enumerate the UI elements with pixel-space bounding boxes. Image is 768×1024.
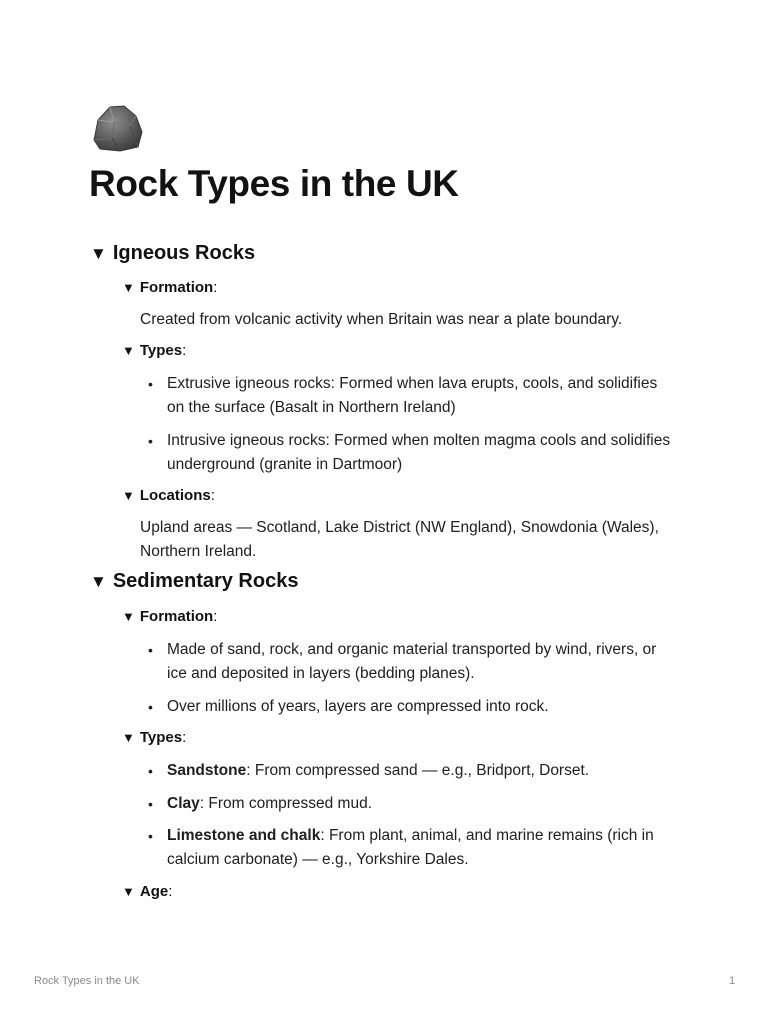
types-label: Types (139, 342, 183, 359)
colon: : (213, 279, 218, 296)
list-item (148, 824, 678, 872)
bullet-icon: • (148, 763, 153, 779)
formation-label: Formation (139, 279, 214, 296)
list-item (148, 695, 678, 719)
list-item-text: Made of sand, rock, and organic material transported by wind, rivers, or ice and deposited in layers (bedding planes). (167, 641, 657, 682)
colon: : (168, 883, 173, 900)
formation-label: Formation (139, 608, 214, 625)
rock-name: Clay (167, 795, 200, 812)
triangle-down-icon[interactable]: ▼ (122, 609, 135, 624)
types-label: Types (139, 729, 183, 746)
footer-title: Rock Types in the UK (34, 975, 140, 987)
toggle-types-igneous[interactable] (122, 342, 186, 359)
bullet-icon: • (148, 642, 153, 658)
toggle-formation-sedimentary[interactable] (122, 608, 217, 625)
rock-desc: : From compressed mud. (199, 795, 373, 812)
heading-text: Sedimentary Rocks (112, 570, 299, 592)
toggle-formation-igneous[interactable] (122, 279, 217, 296)
locations-label: Locations (139, 487, 211, 504)
colon: : (182, 342, 187, 359)
bullet-icon: • (148, 828, 153, 844)
triangle-down-icon[interactable]: ▼ (90, 572, 107, 591)
toggle-age-sedimentary[interactable] (122, 883, 172, 900)
bullet-icon: • (148, 796, 153, 812)
rock-name: Sandstone (167, 762, 247, 779)
rock-desc: : From compressed sand — e.g., Bridport, Dorset. (246, 762, 590, 779)
triangle-down-icon[interactable]: ▼ (90, 244, 107, 263)
colon: : (182, 729, 187, 746)
formation-text: Created from volcanic activity when Britain was near a plate boundary. (140, 311, 623, 328)
triangle-down-icon[interactable]: ▼ (122, 280, 135, 295)
list-item (148, 372, 678, 420)
list-item (148, 429, 678, 477)
triangle-down-icon[interactable]: ▼ (122, 884, 135, 899)
list-item (148, 792, 678, 816)
list-item-text: Intrusive igneous rocks: Formed when molten magma cools and solidifies underground (granite in Dartmoor) (167, 432, 671, 473)
rock-icon (90, 102, 144, 152)
page-title: Rock Types in the UK (89, 163, 459, 204)
toggle-heading-igneous[interactable] (90, 242, 255, 265)
list-item (148, 759, 678, 783)
colon: : (210, 487, 215, 504)
list-item-text: Extrusive igneous rocks: Formed when lava erupts, cools, and solidifies on the surface (Basalt in Northern Ireland) (167, 375, 658, 416)
triangle-down-icon[interactable]: ▼ (122, 730, 135, 745)
age-label: Age (139, 883, 169, 900)
triangle-down-icon[interactable]: ▼ (122, 343, 135, 358)
page-number: 1 (729, 975, 736, 987)
bullet-icon: • (148, 433, 153, 449)
heading-text: Igneous Rocks (112, 242, 256, 264)
locations-text: Upland areas — Scotland, Lake District (NW England), Snowdonia (Wales), Northern Ireland. (140, 519, 659, 560)
toggle-locations-igneous[interactable] (122, 487, 215, 504)
toggle-types-sedimentary[interactable] (122, 729, 186, 746)
rock-name: Limestone and chalk (167, 827, 321, 844)
bullet-icon: • (148, 376, 153, 392)
list-item-text: Over millions of years, layers are compressed into rock. (167, 698, 549, 715)
rock-desc: : From plant, animal, and marine remains (rich in calcium carbonate) — e.g., Yorkshire Dales. (167, 827, 654, 868)
colon: : (213, 608, 218, 625)
toggle-heading-sedimentary[interactable] (90, 570, 298, 593)
list-item (148, 638, 678, 686)
bullet-icon: • (148, 699, 153, 715)
triangle-down-icon[interactable]: ▼ (122, 488, 135, 503)
